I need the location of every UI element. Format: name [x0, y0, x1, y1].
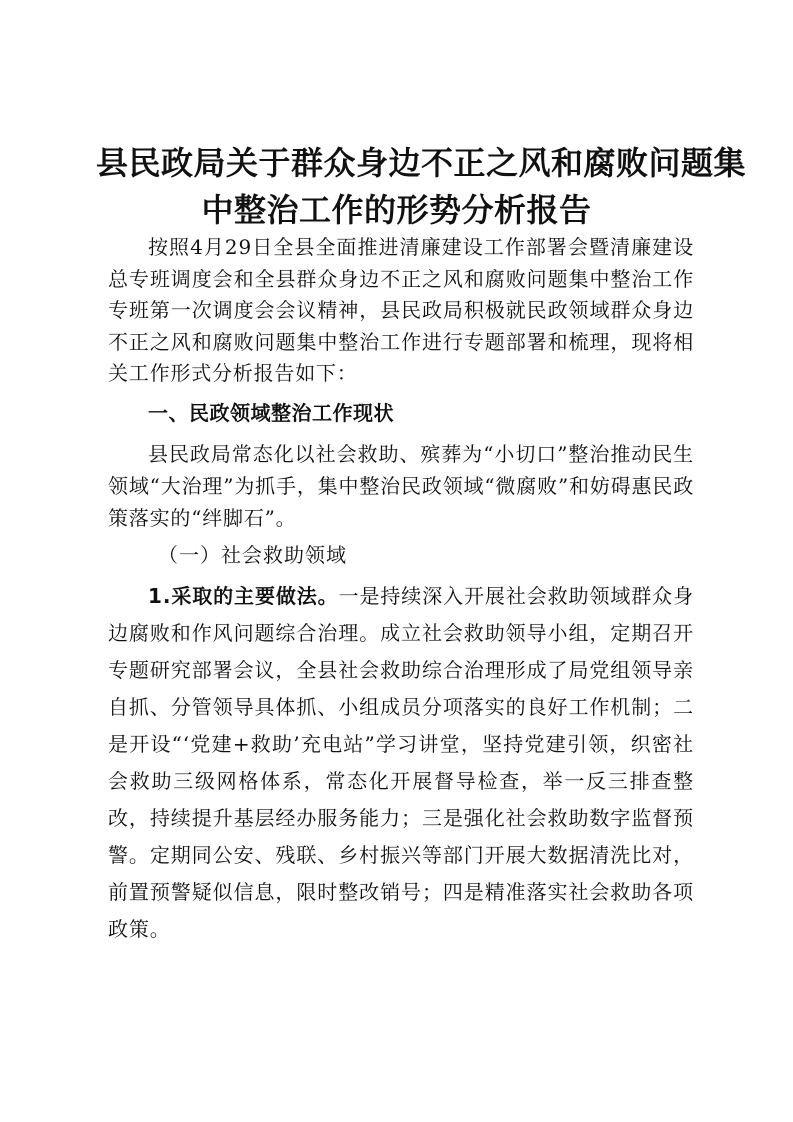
- measures-paragraph: [108, 578, 694, 948]
- section-heading-status: 一、民政领域整治工作现状: [148, 400, 394, 425]
- intro-paragraph: 按照4月29日全县全面推进清廉建设工作部署会暨清廉建设总专班调度会和全县群众身边不正之风和腐败问题集中整治工作专班第一次调度会会议精神，县民政局积极就民政领域群众身边不正之风和腐败问题集中整治工作进行专题部署和梳理，现将相关工作形式分析报告如下：: [108, 235, 694, 386]
- document-title-line-1: 县民政局关于群众身边不正之风和腐败问题集: [96, 144, 747, 182]
- measures-text: 一是持续深入开展社会救助领域群众身边腐败和作风问题综合治理。成立社会救助领导小组，定期召开专题研究部署会议，全县社会救助综合治理形成了局党组领导亲自抓、分管领导具体抓、小组成员分项落实的良好工作机制；二是开设“‘党建+救助’充电站”学习讲堂，坚持党建引领，织密社会救助三级网格体系，常态化开展督导检查，举一反三排查整改，持续提升基层经办服务能力；三是强化社会救助数字监督预警。定期同公安、残联、乡村振兴等部门开展大数据清洗比对，前置预警疑似信息，限时整改销号；四是精准落实社会救助各项政策。: [108, 583, 694, 941]
- measures-lead: 1.采取的主要做法。: [148, 583, 339, 608]
- status-paragraph: 县民政局常态化以社会救助、殡葬为“小切口”整治推动民生领域“大治理”为抓手，集中整治民政领域“微腐败”和妨碍惠民政策落实的“绊脚石”。: [108, 441, 694, 530]
- document-body: [108, 232, 694, 948]
- document-title-line-2: 中整治工作的形势分析报告: [201, 191, 592, 229]
- subsection-heading-social-assistance: （一）社会救助领域: [158, 542, 347, 567]
